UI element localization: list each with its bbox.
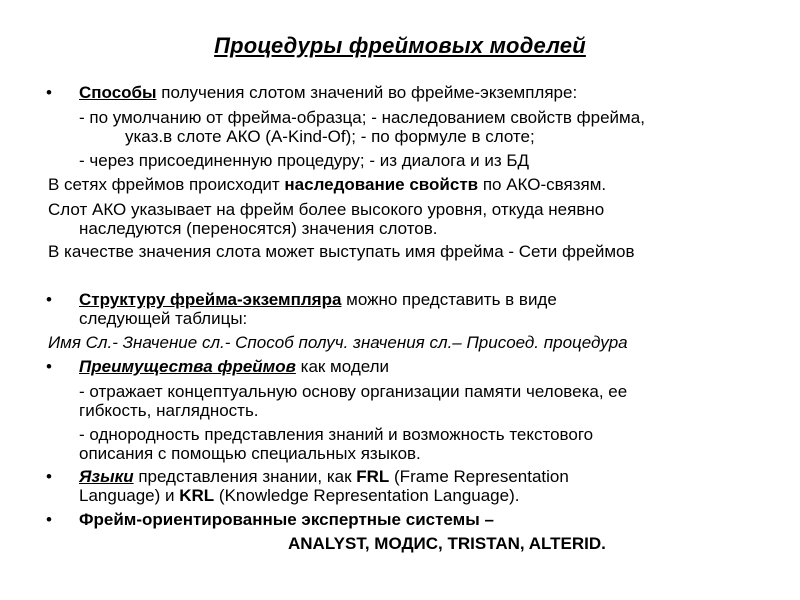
advantages-heading: Преимущества фреймов — [79, 357, 296, 376]
bullet-methods — [79, 83, 577, 103]
methods-text: получения слотом значений во фрейме-экземпляре: — [156, 83, 578, 102]
languages-text: представления знании, как — [133, 467, 357, 486]
languages-line2-pre: Language) и — [79, 486, 180, 505]
paragraph-frame-networks: В качестве значения слота может выступать имя фрейма - Сети фреймов — [48, 242, 635, 261]
bullet-expert-systems: Фрейм-ориентированные экспертные системы – — [79, 510, 494, 529]
inheritance-post: по АКО-связям. — [478, 175, 607, 194]
table-description: Имя Сл.- Значение сл.- Способ получ. значения сл.– Присоед. процедура — [48, 333, 628, 352]
bullet-structure — [79, 290, 557, 310]
structure-heading: Структуру фрейма-экземпляра — [79, 290, 342, 309]
paragraph-ako-line1: Слот АКО указывает на фрейм более высокого уровня, откуда неявно — [48, 200, 605, 219]
slide-title: Процедуры фреймовых моделей — [214, 33, 586, 58]
bullet-languages — [79, 467, 569, 487]
languages-line2 — [79, 486, 519, 506]
methods-heading: Способы — [79, 83, 157, 102]
advantages-text: как модели — [295, 357, 390, 376]
paragraph-ako-line2: наследуются (переносятся) значения слотов. — [79, 219, 438, 238]
bullet-marker: • — [46, 357, 52, 376]
advantages-sub2-line2: описания с помощью специальных языков. — [79, 444, 421, 463]
methods-sub-default: - по умолчанию от фрейма-образца; - наследованием свойств фрейма, — [79, 108, 645, 127]
inheritance-bold: наследование свойств — [284, 175, 479, 194]
krl-expansion: (Knowledge Representation Language). — [214, 486, 520, 505]
methods-sub-procedure: - через присоединенную процедуру; - из диалога и из БД — [79, 151, 530, 170]
expert-systems-list: ANALYST, МОДИС, TRISTAN, ALTERID. — [288, 534, 606, 553]
bullet-marker: • — [46, 83, 52, 102]
advantages-sub1-line1: - отражает концептуальную основу организации памяти человека, ее — [79, 382, 628, 401]
structure-text: можно представить в виде — [341, 290, 557, 309]
structure-line2: следующей таблицы: — [79, 309, 248, 328]
methods-sub-ako: указ.в слоте АКО (A-Kind-Of); - по формуле в слоте; — [125, 127, 535, 146]
frl-expansion: (Frame Representation — [389, 467, 569, 486]
paragraph-inheritance — [48, 175, 606, 195]
frl-label: FRL — [356, 467, 390, 486]
advantages-sub1-line2: гибкость, наглядность. — [79, 401, 259, 420]
inheritance-pre: В сетях фреймов происходит — [48, 175, 285, 194]
advantages-sub2-line1: - однородность представления знаний и возможность текстового — [79, 425, 594, 444]
bullet-marker: • — [46, 510, 52, 529]
bullet-marker: • — [46, 467, 52, 486]
krl-label: KRL — [179, 486, 215, 505]
languages-heading: Языки — [79, 467, 134, 486]
bullet-advantages — [79, 357, 389, 377]
bullet-marker: • — [46, 290, 52, 309]
